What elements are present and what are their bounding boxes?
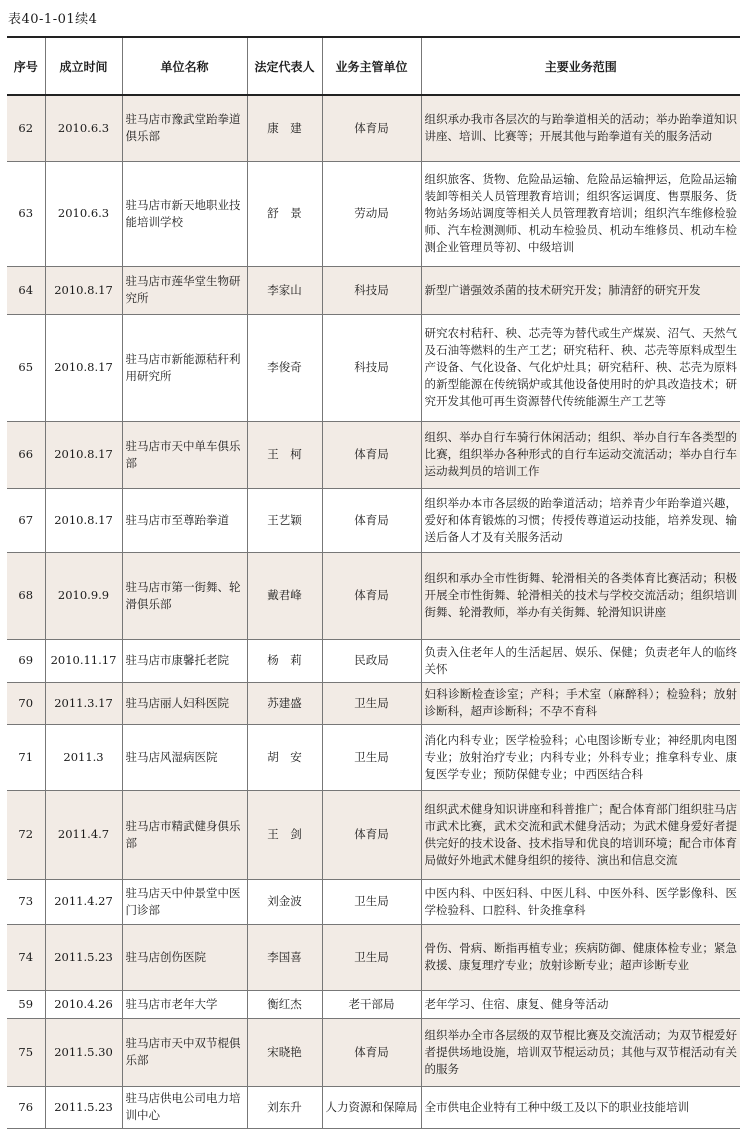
cell-supervising-dept: 劳动局 <box>322 161 421 266</box>
col-header-no: 序号 <box>7 37 45 95</box>
cell-business-scope: 组织旅客、货物、危险品运输、危险品运输押运，危险品运输装卸等相关人员管理教育培训；组织客运调度、售票服务、货物站务场站调度等相关人员管理教育培训；组织汽车维修检验师、汽车检测测师、机动车检验员、机动车维修员、机动车检测企业管理员等初、中级培训 <box>421 161 740 266</box>
cell-established-date: 2010.9.9 <box>45 552 122 639</box>
table-row <box>7 790 740 879</box>
cell-legal-rep: 李俊奇 <box>247 314 322 421</box>
col-header-rep: 法定代表人 <box>247 37 322 95</box>
cell-legal-rep: 刘东升 <box>247 1086 322 1128</box>
cell-business-scope: 新型广谱强效杀菌的技术研究开发；肺清舒的研究开发 <box>421 266 740 314</box>
cell-unit-name: 驻马店市莲华堂生物研究所 <box>122 266 247 314</box>
cell-business-scope: 中医内科、中医妇科、中医儿科、中医外科、医学影像科、医学检验科、口腔科、针灸推拿科 <box>421 879 740 924</box>
cell-legal-rep: 胡 安 <box>247 724 322 790</box>
registry-table <box>7 36 740 1129</box>
cell-established-date: 2011.4.7 <box>45 790 122 879</box>
cell-legal-rep: 衡红杰 <box>247 990 322 1018</box>
cell-serial-no: 59 <box>7 990 45 1018</box>
cell-legal-rep: 宋晓艳 <box>247 1018 322 1086</box>
cell-serial-no: 67 <box>7 488 45 552</box>
cell-supervising-dept: 体育局 <box>322 790 421 879</box>
header-row <box>7 37 740 95</box>
cell-serial-no: 75 <box>7 1018 45 1086</box>
cell-business-scope: 组织、举办自行车骑行休闲活动；组织、举办自行车各类型的比赛，组织举办各种形式的自行车运动交流活动；举办自行车运动裁判员的培训工作 <box>421 421 740 488</box>
cell-unit-name: 驻马店供电公司电力培训中心 <box>122 1086 247 1128</box>
table-row <box>7 552 740 639</box>
cell-business-scope: 全市供电企业特有工种中级工及以下的职业技能培训 <box>421 1086 740 1128</box>
cell-serial-no: 62 <box>7 95 45 161</box>
cell-established-date: 2010.8.17 <box>45 488 122 552</box>
cell-supervising-dept: 体育局 <box>322 488 421 552</box>
cell-established-date: 2011.3.17 <box>45 682 122 724</box>
table-row <box>7 266 740 314</box>
cell-unit-name: 驻马店市至尊跆拳道 <box>122 488 247 552</box>
cell-established-date: 2010.6.3 <box>45 161 122 266</box>
cell-business-scope: 组织和承办全市性街舞、轮滑相关的各类体育比赛活动；积极开展全市性街舞、轮滑相关的技术与学校交流活动；组织培训街舞、轮滑教师，举办有关街舞、轮滑知识讲座 <box>421 552 740 639</box>
col-header-name: 单位名称 <box>122 37 247 95</box>
cell-supervising-dept: 科技局 <box>322 266 421 314</box>
cell-unit-name: 驻马店市天中双节棍俱乐部 <box>122 1018 247 1086</box>
cell-supervising-dept: 卫生局 <box>322 879 421 924</box>
cell-business-scope: 组织承办我市各层次的与跆拳道相关的活动；举办跆拳道知识讲座、培训、比赛等；开展其他与跆拳道有关的服务活动 <box>421 95 740 161</box>
table-row <box>7 1018 740 1086</box>
cell-established-date: 2011.5.23 <box>45 1086 122 1128</box>
cell-unit-name: 驻马店天中仲景堂中医门诊部 <box>122 879 247 924</box>
col-header-dept: 业务主管单位 <box>322 37 421 95</box>
cell-unit-name: 驻马店创伤医院 <box>122 924 247 990</box>
cell-unit-name: 驻马店市精武健身俱乐部 <box>122 790 247 879</box>
cell-serial-no: 74 <box>7 924 45 990</box>
table-body <box>7 95 740 1128</box>
table-row <box>7 161 740 266</box>
cell-legal-rep: 舒 景 <box>247 161 322 266</box>
col-header-date: 成立时间 <box>45 37 122 95</box>
cell-legal-rep: 王艺颖 <box>247 488 322 552</box>
cell-serial-no: 72 <box>7 790 45 879</box>
cell-supervising-dept: 卫生局 <box>322 724 421 790</box>
cell-unit-name: 驻马店市第一街舞、轮滑俱乐部 <box>122 552 247 639</box>
cell-business-scope: 妇科诊断检查诊室；产科；手术室（麻醉科）；检验科；放射诊断科，超声诊断科；不孕不育科 <box>421 682 740 724</box>
cell-serial-no: 73 <box>7 879 45 924</box>
cell-supervising-dept: 民政局 <box>322 639 421 682</box>
table-row <box>7 488 740 552</box>
cell-established-date: 2011.5.30 <box>45 1018 122 1086</box>
cell-established-date: 2010.11.17 <box>45 639 122 682</box>
cell-supervising-dept: 体育局 <box>322 95 421 161</box>
table-row <box>7 314 740 421</box>
cell-legal-rep: 王 柯 <box>247 421 322 488</box>
cell-unit-name: 驻马店市天中单车俱乐部 <box>122 421 247 488</box>
cell-supervising-dept: 体育局 <box>322 552 421 639</box>
cell-unit-name: 驻马店市新天地职业技能培训学校 <box>122 161 247 266</box>
cell-legal-rep: 刘金波 <box>247 879 322 924</box>
table-caption: 表40-1-01续4 <box>8 12 98 27</box>
table-row <box>7 924 740 990</box>
cell-business-scope: 骨伤、骨病、断指再植专业；疾病防御、健康体检专业；紧急救援、康复理疗专业；放射诊断专业；超声诊断专业 <box>421 924 740 990</box>
table-row <box>7 95 740 161</box>
col-header-scope: 主要业务范围 <box>421 37 740 95</box>
table-row <box>7 990 740 1018</box>
cell-supervising-dept: 卫生局 <box>322 682 421 724</box>
cell-established-date: 2010.6.3 <box>45 95 122 161</box>
cell-serial-no: 76 <box>7 1086 45 1128</box>
table-row <box>7 421 740 488</box>
table-row <box>7 639 740 682</box>
cell-supervising-dept: 卫生局 <box>322 924 421 990</box>
cell-unit-name: 驻马店市康馨托老院 <box>122 639 247 682</box>
cell-supervising-dept: 体育局 <box>322 1018 421 1086</box>
cell-serial-no: 71 <box>7 724 45 790</box>
table-row <box>7 682 740 724</box>
cell-legal-rep: 康 建 <box>247 95 322 161</box>
cell-business-scope: 老年学习、住宿、康复、健身等活动 <box>421 990 740 1018</box>
cell-supervising-dept: 科技局 <box>322 314 421 421</box>
cell-serial-no: 65 <box>7 314 45 421</box>
cell-supervising-dept: 老干部局 <box>322 990 421 1018</box>
cell-established-date: 2010.8.17 <box>45 314 122 421</box>
cell-business-scope: 研究农村秸秆、秧、芯壳等为替代或生产煤炭、沼气、天然气及石油等燃料的生产工艺；研究秸秆、秧、芯壳等原料成型生产设备、气化设备、气化炉灶具；研究秸秆、秧、芯壳为原料的新型能源在传统锅炉或其他设备使用时的炉具改造技术；研究开发其他可再生资源替代传统能源生产工艺等 <box>421 314 740 421</box>
cell-supervising-dept: 体育局 <box>322 421 421 488</box>
cell-business-scope: 组织举办本市各层级的跆拳道活动；培养青少年跆拳道兴趣，爱好和体育锻炼的习惯；传授传尊道运动技能，培养发现、输送后备人才及有关服务活动 <box>421 488 740 552</box>
cell-legal-rep: 杨 莉 <box>247 639 322 682</box>
cell-serial-no: 69 <box>7 639 45 682</box>
cell-unit-name: 驻马店市豫武堂跆拳道俱乐部 <box>122 95 247 161</box>
cell-legal-rep: 王 剑 <box>247 790 322 879</box>
cell-serial-no: 70 <box>7 682 45 724</box>
cell-established-date: 2010.8.17 <box>45 421 122 488</box>
cell-business-scope: 组织武术健身知识讲座和科普推广；配合体育部门组织驻马店市武术比赛，武术交流和武术健身活动；为武术健身爱好者提供完好的技术设备、技术指导和优良的培训环境；配合市体育局做好外地武术健身组织的接待、演出和信息交流 <box>421 790 740 879</box>
cell-unit-name: 驻马店风湿病医院 <box>122 724 247 790</box>
cell-legal-rep: 李家山 <box>247 266 322 314</box>
cell-business-scope: 消化内科专业；医学检验科；心电图诊断专业；神经肌肉电图专业；放射治疗专业；内科专业；外科专业；推拿科专业、康复医学专业；预防保健专业；中西医结合科 <box>421 724 740 790</box>
cell-serial-no: 63 <box>7 161 45 266</box>
cell-unit-name: 驻马店丽人妇科医院 <box>122 682 247 724</box>
cell-legal-rep: 苏建盛 <box>247 682 322 724</box>
cell-unit-name: 驻马店市老年大学 <box>122 990 247 1018</box>
cell-established-date: 2011.3 <box>45 724 122 790</box>
cell-legal-rep: 戴君峰 <box>247 552 322 639</box>
cell-established-date: 2011.4.27 <box>45 879 122 924</box>
table-row <box>7 724 740 790</box>
cell-established-date: 2010.8.17 <box>45 266 122 314</box>
cell-established-date: 2010.4.26 <box>45 990 122 1018</box>
cell-unit-name: 驻马店市新能源秸秆利用研究所 <box>122 314 247 421</box>
cell-serial-no: 64 <box>7 266 45 314</box>
cell-legal-rep: 李国喜 <box>247 924 322 990</box>
cell-supervising-dept: 人力资源和保障局 <box>322 1086 421 1128</box>
table-row <box>7 879 740 924</box>
table-row <box>7 1086 740 1128</box>
cell-business-scope: 组织举办全市各层级的双节棍比赛及交流活动；为双节棍爱好者提供场地设施，培训双节棍运动员；其他与双节棍活动有关的服务 <box>421 1018 740 1086</box>
cell-established-date: 2011.5.23 <box>45 924 122 990</box>
cell-serial-no: 66 <box>7 421 45 488</box>
cell-serial-no: 68 <box>7 552 45 639</box>
cell-business-scope: 负责入住老年人的生活起居、娱乐、保健；负责老年人的临终关怀 <box>421 639 740 682</box>
